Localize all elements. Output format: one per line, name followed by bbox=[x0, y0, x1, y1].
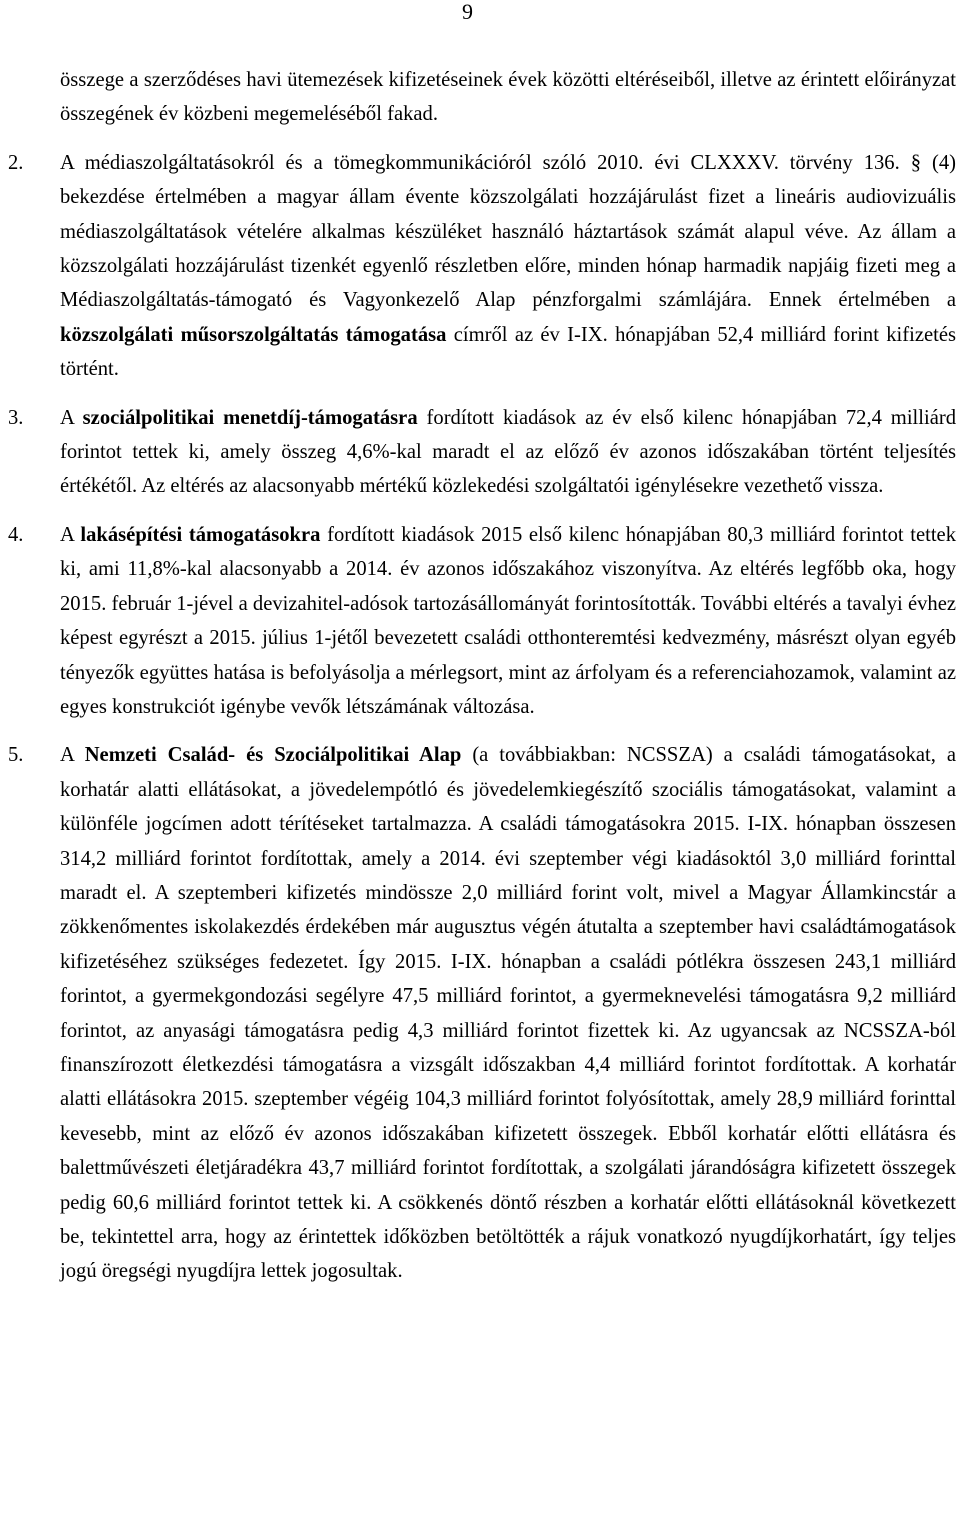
paragraph-text bbox=[60, 63, 956, 132]
paragraph-number: 4. bbox=[8, 523, 24, 546]
document-body bbox=[8, 63, 956, 1303]
text-segment: A médiaszolgáltatásokról és a tömegkommunikációról szóló 2010. évi CLXXXV. törvény 136. § (4) bekezdése értelmében a magyar állam évente közszolgálati hozzájárulást fizet a lineáris audiovizuális médiaszolgáltatások vételére alkalmas készüléket használó háztartások számát alapul véve. Az állam a közszolgálati hozzájárulást tizenkét egyenlő részletben előre, minden hónap harmadik napjáig fizeti meg a Médiaszolgáltatás-támogató és Vagyonkezelő Alap pénzforgalmi számlájára. Ennek értelmében a bbox=[60, 151, 956, 312]
bold-term: Nemzeti Család- és Szociálpolitikai Alap bbox=[84, 744, 462, 767]
paragraph-number: 3. bbox=[8, 406, 24, 429]
text-segment: A bbox=[60, 406, 83, 429]
bold-term: közszolgálati műsorszolgáltatás támogatása bbox=[60, 323, 447, 346]
text-segment: fordított kiadások az év első kilenc hónapjában 72,4 milliárd forintot tettek ki, amely összeg 4,6%-kal maradt el az előző év azonos időszakában történt teljesítés értékétől. Az eltérés az alacsonyabb mértékű közlekedési szolgáltatói igénylésekre vezethető vissza. bbox=[60, 406, 957, 498]
text-segment: A bbox=[60, 523, 81, 546]
paragraph-text bbox=[60, 518, 956, 724]
paragraph-3 bbox=[8, 401, 956, 504]
text-segment: címről az év I-IX. hónapjában 52,4 milliárd forint kifizetés történt. bbox=[60, 323, 957, 381]
paragraph-text bbox=[60, 401, 956, 504]
bold-term: lakásépítési támogatásokra bbox=[80, 523, 321, 546]
page-number: 9 bbox=[462, 0, 473, 24]
paragraph-continuation bbox=[8, 63, 956, 132]
text-segment: A bbox=[60, 744, 85, 767]
text-segment: összege a szerződéses havi ütemezések kifizetéseinek évek közötti eltéréseiből, illetve az érintett előirányzat összegének év közbeni megemeléséből fakad. bbox=[60, 69, 956, 126]
paragraph-2 bbox=[8, 146, 956, 387]
paragraph-number: 2. bbox=[8, 151, 24, 174]
bold-term: szociálpolitikai menetdíj-támogatásra bbox=[82, 406, 418, 429]
paragraph-text bbox=[60, 738, 956, 1289]
paragraph-5 bbox=[8, 738, 956, 1289]
paragraph-number bbox=[8, 63, 60, 132]
paragraph-4 bbox=[8, 518, 956, 724]
paragraph-number: 5. bbox=[8, 744, 24, 767]
text-segment: fordított kiadások 2015 első kilenc hónapjában 80,3 milliárd forintot tettek ki, ami 11,8%-kal alacsonyabb a 2014. év azonos időszakához viszonyítva. Az eltérés legfőbb oka, hogy 2015. február 1-jével a devizahitel-adósok tartozásállományát forintosították. További eltérés a tavalyi évhez képest egyrészt a 2015. július 1-jétől bevezetett családi otthonteremtési kedvezmény, másrészt olyan egyéb tényezők együttes hatása is befolyásolja a mérlegsort, mint az árfolyam és a referenciahozamok, valamint az egyes konstrukciót igénybe vevők létszámának változása. bbox=[60, 523, 956, 718]
text-segment: (a továbbiakban: NCSSZA) a családi támogatásokat, a korhatár alatti ellátásokat, a jövedelempótló és jövedelemkiegészítő szociális támogatásokat, valamint a különféle jogcímen adott térítéseket tartalmazza. A családi támogatásokra 2015. I-IX. hónapban összesen 314,2 milliárd forintot fordítottak, amely a 2014. évi szeptember végi kiadásoktól 3,0 milliárd forinttal maradt el. A szeptemberi kifizetés mindössze 2,0 milliárd forint volt, mivel a Magyar Államkincstár a zökkenőmentes iskolakezdés érdekében már augusztus végén átutalta a szeptember havi családtámogatások kifizetéséhez szükséges fedezetet. Így 2015. I-IX. hónapban a családi pótlékra összesen 243,1 milliárd forintot, a gyermekgondozási segélyre 47,5 milliárd forintot, a gyermeknevelési támogatásra 9,2 milliárd forintot, az anyasági támogatásra pedig 4,3 milliárd forintot fizettek ki. Az ugyancsak az NCSSZA-ból finanszírozott életkezdési támogatásra a vizsgált időszakban 4,4 milliárd forintot fordítottak. A korhatár alatti ellátásokra 2015. szeptember végéig 104,3 milliárd forintot folyósítottak, amely 28,9 milliárd forinttal kevesebb, mint az előző év azonos időszakában kifizetett összegek. Ebből korhatár előtti ellátásra és balettművészeti életjáradékra 43,7 milliárd forintot fordítottak, a szolgálati járandóságra kifizetett összegek pedig 60,6 milliárd forintot tettek ki. A csökkenés döntő részben a korhatár előtti ellátásoknál következett be, tekintettel arra, hogy az érintettek időközben betöltötték a rájuk vonatkozó nyugdíjkorhatárt, így teljes jogú öregségi nyugdíjra lettek jogosultak. bbox=[60, 744, 957, 1283]
paragraph-text bbox=[60, 146, 956, 387]
